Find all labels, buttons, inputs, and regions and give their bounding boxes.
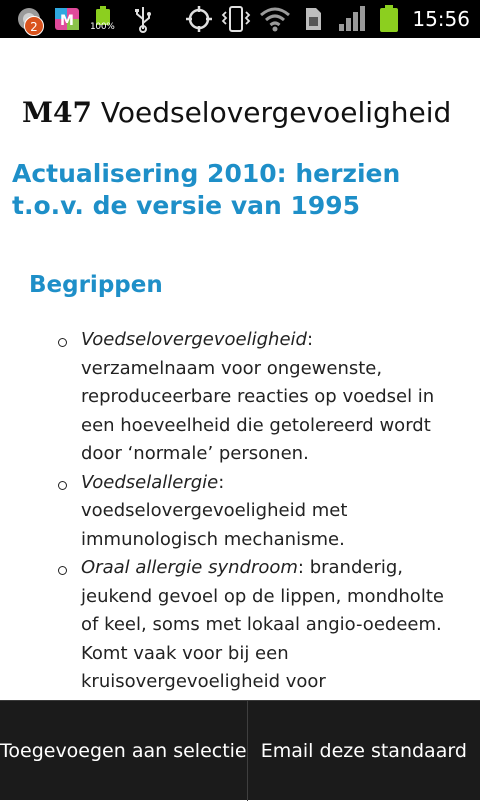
sim-icon xyxy=(302,4,324,34)
clock: 15:56 xyxy=(412,7,470,31)
definition-text: : voedselovergevoeligheid met immunologisch mechanisme. xyxy=(81,471,348,550)
definition-text: : branderig, jeukend gevoel op de lippen, mondholte of keel, soms met lokaal angio-oedeem. Komt vaak voor bij een kruisovergevoeligheid voor xyxy=(81,557,444,692)
standard-code: M47 xyxy=(22,96,92,129)
bullet-icon xyxy=(58,566,67,575)
wifi-icon xyxy=(258,4,292,34)
status-bar xyxy=(0,0,480,38)
battery-icon xyxy=(376,4,402,34)
add-to-selection-button[interactable]: Toegevoegen aan selectie xyxy=(0,740,247,762)
section-heading: Begrippen xyxy=(29,272,163,298)
list-item xyxy=(81,326,451,469)
battery-percent-label: 100% xyxy=(90,22,115,32)
update-heading: Actualisering 2010: herzien t.o.v. de versie van 1995 xyxy=(12,159,401,220)
market-icon[interactable] xyxy=(52,4,82,34)
gps-icon xyxy=(184,4,214,34)
notification-count-badge: 2 xyxy=(24,16,44,36)
bullet-icon xyxy=(58,481,67,490)
standard-title: Voedselovergevoeligheid xyxy=(100,96,452,129)
document-view[interactable] xyxy=(0,38,480,700)
page-title xyxy=(22,96,451,129)
signal-icon xyxy=(336,4,368,34)
list-item xyxy=(81,469,451,555)
bullet-icon xyxy=(58,338,67,347)
usb-icon xyxy=(130,4,156,34)
definition-term: Voedselovergevoeligheid xyxy=(81,329,307,350)
definition-term: Oraal allergie syndroom xyxy=(81,557,298,578)
email-standard-button[interactable]: Email deze standaard xyxy=(260,740,467,762)
svg-text:M: M xyxy=(60,13,74,29)
definition-term: Voedselallergie xyxy=(81,471,219,493)
definition-list xyxy=(81,326,451,725)
definition-text: : verzamelnaam voor ongewenste, reproduceerbare reacties op voedsel in een hoeveelheid die getolereerd wordt door ‘normale’ personen. xyxy=(81,329,435,464)
bottom-action-bar xyxy=(0,700,480,800)
vibrate-icon xyxy=(220,4,252,34)
